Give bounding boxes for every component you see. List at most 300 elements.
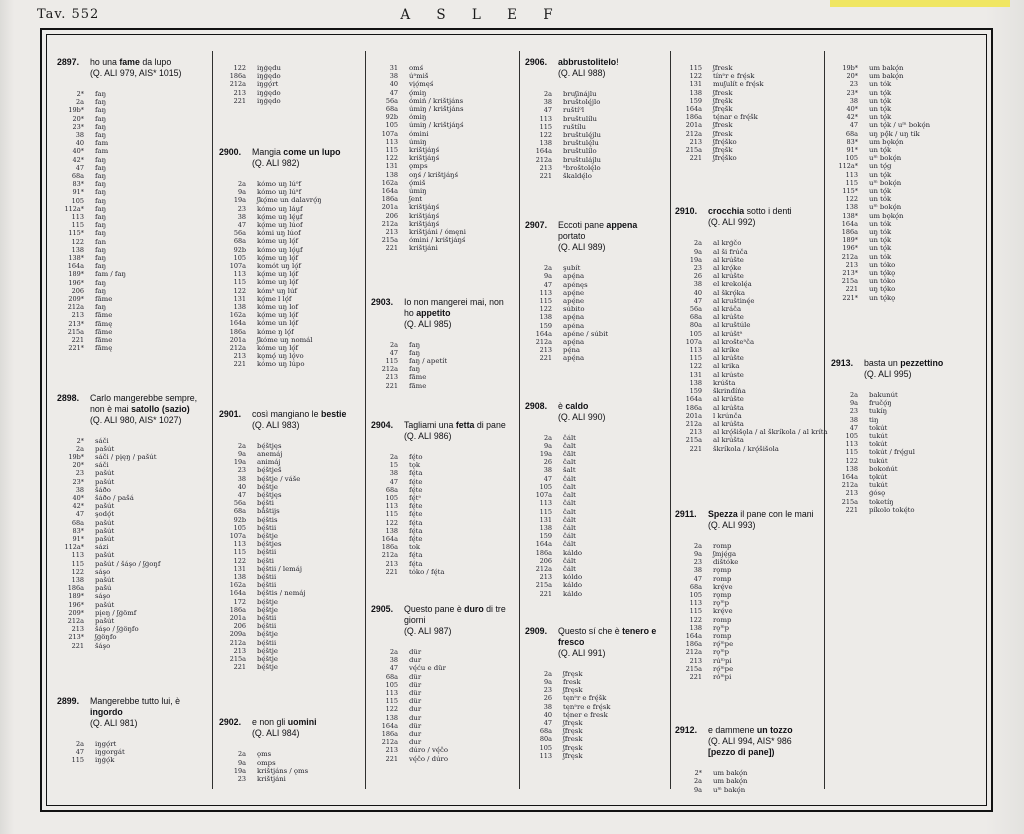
entry-number: 2901. bbox=[219, 408, 242, 419]
locality-code: 113 bbox=[845, 440, 858, 449]
dialect-form: ʃent bbox=[409, 195, 423, 204]
entry-title: è caldo (Q. ALI 990) bbox=[558, 401, 666, 423]
dialect-form: ómiŋ bbox=[409, 113, 427, 122]
dialect-form: ruštílu bbox=[563, 122, 586, 131]
locality-code: 113 bbox=[233, 270, 246, 279]
data-row bbox=[525, 172, 666, 180]
data-row bbox=[57, 527, 207, 535]
dialect-form: un tǫ́k bbox=[869, 96, 892, 105]
dialect-form: škrinđíńa bbox=[713, 387, 746, 396]
data-row bbox=[219, 254, 361, 262]
dialect-form: fãme bbox=[95, 295, 113, 304]
locality-code: 213 bbox=[385, 746, 398, 755]
dialect-form: al krúšta bbox=[713, 419, 744, 428]
entry-title: Carlo mangerebbe sempre, non è mai satollo (sazio) (Q. ALI 980, AIS* 1027) bbox=[90, 393, 207, 426]
dialect-form: uŋ tǫ́ko bbox=[869, 285, 896, 294]
data-row bbox=[525, 466, 666, 474]
dialect-form: faŋ bbox=[409, 365, 421, 374]
locality-code: 40 bbox=[389, 80, 398, 89]
data-row bbox=[831, 195, 999, 203]
locality-code: 186a bbox=[841, 228, 858, 237]
data-row bbox=[831, 105, 999, 113]
locality-code: 23 bbox=[693, 558, 702, 567]
dialect-form: al krúšte bbox=[713, 395, 744, 404]
data-row bbox=[675, 420, 820, 428]
data-row bbox=[57, 188, 207, 196]
locality-code: 115 bbox=[385, 697, 398, 706]
locality-code: 19a bbox=[233, 196, 246, 205]
locality-code: 113 bbox=[71, 551, 84, 560]
dialect-form: ómiń / krištjáns bbox=[409, 96, 464, 105]
locality-code: 215a bbox=[841, 497, 858, 506]
locality-code: 23* bbox=[72, 122, 84, 131]
data-row bbox=[525, 338, 666, 346]
data-row bbox=[371, 755, 515, 763]
dialect-form: al ši frúča bbox=[713, 247, 748, 256]
dialect-form: kóme uŋ lof bbox=[257, 303, 299, 312]
locality-code: 20* bbox=[72, 461, 84, 470]
data-row bbox=[219, 319, 361, 327]
data-row bbox=[675, 146, 820, 154]
dialect-form: um bǫkǫ́n bbox=[869, 137, 904, 146]
locality-code: 19a bbox=[233, 458, 246, 467]
dialect-form: anemáj bbox=[257, 449, 283, 458]
data-row bbox=[371, 154, 515, 162]
data-row bbox=[219, 524, 361, 532]
locality-code: 212a bbox=[229, 638, 246, 647]
dialect-form: tę́nar e frę́šk bbox=[713, 113, 758, 122]
data-row bbox=[57, 238, 207, 246]
dialect-form: faŋ bbox=[95, 106, 107, 115]
locality-code: 221* bbox=[842, 293, 858, 302]
entry-data-list bbox=[371, 341, 515, 390]
data-row bbox=[525, 744, 666, 752]
data-row bbox=[57, 617, 207, 625]
dialect-form: dür bbox=[409, 647, 422, 656]
dialect-form: bruštulájlu bbox=[563, 155, 601, 164]
locality-code: 162a bbox=[381, 178, 398, 187]
locality-code: 23* bbox=[72, 477, 84, 486]
entry-ref: (Q. ALI 991) bbox=[558, 647, 606, 658]
locality-code: 68a bbox=[689, 313, 702, 322]
entry-number: 2912. bbox=[675, 725, 698, 736]
dialect-form: tę́ner e fresk bbox=[563, 710, 608, 719]
dialect-form: dür bbox=[409, 697, 422, 706]
locality-code: 38 bbox=[389, 72, 398, 81]
data-row bbox=[831, 440, 999, 448]
data-row bbox=[57, 164, 207, 172]
dialect-form: čalt bbox=[563, 507, 576, 516]
dialect-form: bokońút bbox=[869, 464, 898, 473]
data-row bbox=[831, 171, 999, 179]
dialect-form: ruštíᵒl bbox=[563, 106, 585, 115]
locality-code: 23 bbox=[849, 407, 858, 416]
locality-code: 209a bbox=[229, 630, 246, 639]
dialect-form: uᵐ bokǫ́n bbox=[869, 203, 902, 212]
locality-code: 201a bbox=[381, 203, 398, 212]
locality-code: 38 bbox=[389, 656, 398, 665]
locality-code: 221 bbox=[385, 567, 398, 576]
data-row bbox=[675, 121, 820, 129]
entry-data-list bbox=[57, 740, 207, 765]
dialect-form: ʃfresk bbox=[713, 64, 733, 72]
data-row bbox=[371, 105, 515, 113]
data-row bbox=[57, 139, 207, 147]
dialect-form: bę́štje / váše bbox=[257, 474, 301, 483]
entry-title: abbrustolitelo! (Q. ALI 988) bbox=[558, 57, 666, 79]
data-row bbox=[57, 535, 207, 543]
data-row bbox=[525, 727, 666, 735]
data-row bbox=[219, 767, 361, 775]
entry-number: 2910. bbox=[675, 206, 698, 217]
data-row bbox=[675, 624, 820, 632]
locality-code: 212a bbox=[381, 219, 398, 228]
data-row bbox=[675, 404, 820, 412]
data-row bbox=[831, 130, 999, 138]
dialect-form: faŋ bbox=[95, 204, 107, 213]
dialect-form: úmiŋ bbox=[409, 137, 427, 146]
data-row bbox=[219, 750, 361, 758]
data-row bbox=[675, 591, 820, 599]
locality-code: 213* bbox=[68, 319, 84, 328]
data-row bbox=[675, 354, 820, 362]
entry-2904 bbox=[371, 420, 515, 576]
entry-2913 bbox=[831, 358, 999, 514]
locality-code: 40 bbox=[75, 139, 84, 148]
data-row bbox=[57, 486, 207, 494]
locality-code: 215a bbox=[685, 146, 702, 155]
locality-code: 115* bbox=[842, 187, 858, 196]
locality-code: 138* bbox=[68, 254, 84, 263]
locality-code: 206 bbox=[385, 211, 398, 220]
data-row bbox=[371, 64, 515, 72]
data-row bbox=[675, 321, 820, 329]
column-2 bbox=[219, 53, 361, 783]
data-row bbox=[219, 663, 361, 671]
data-row bbox=[675, 113, 820, 121]
locality-code: 221 bbox=[689, 672, 702, 681]
locality-code: 38 bbox=[693, 566, 702, 575]
locality-code: 221* bbox=[68, 344, 84, 353]
data-row bbox=[57, 295, 207, 303]
dialect-form: fę́to bbox=[409, 452, 423, 461]
data-row bbox=[525, 147, 666, 155]
data-row bbox=[371, 502, 515, 510]
data-row bbox=[525, 305, 666, 313]
dialect-form: faŋ / apetít bbox=[409, 357, 448, 366]
locality-code: 212a bbox=[685, 129, 702, 138]
entry-data-list bbox=[831, 64, 999, 302]
dialect-form: šalt bbox=[563, 466, 576, 475]
dialect-form: tukút bbox=[869, 456, 888, 465]
data-row bbox=[675, 550, 820, 558]
entry-ref: (Q. ALI 994, AIS* 986 bbox=[708, 736, 792, 747]
dialect-form: faŋ bbox=[95, 90, 107, 98]
dialect-form: ǫmps bbox=[409, 162, 428, 171]
locality-code: 91* bbox=[846, 146, 858, 155]
data-row bbox=[219, 237, 361, 245]
dialect-form: úmiŋ bbox=[409, 187, 427, 196]
dialect-form: iŋgorgát bbox=[95, 747, 125, 756]
dialect-form: um bakǫ́n bbox=[713, 769, 748, 778]
locality-code: 215a bbox=[841, 277, 858, 286]
dialect-form: romp bbox=[713, 631, 732, 640]
locality-code: 113 bbox=[539, 114, 552, 123]
highlight-strip bbox=[830, 0, 1010, 7]
data-row bbox=[57, 551, 207, 559]
dialect-form: krištjáŋś bbox=[409, 211, 440, 220]
locality-code: 2a bbox=[389, 647, 398, 656]
locality-code: 23 bbox=[237, 466, 246, 475]
data-row bbox=[831, 498, 999, 506]
data-row bbox=[219, 180, 361, 188]
data-row bbox=[57, 172, 207, 180]
locality-code: 2a bbox=[75, 739, 84, 748]
locality-code: 221 bbox=[539, 589, 552, 598]
dialect-form: rǫᵐp bbox=[713, 599, 730, 608]
locality-code: 164a bbox=[685, 631, 702, 640]
data-row bbox=[831, 228, 999, 236]
dialect-form: fan bbox=[95, 237, 107, 246]
locality-code: 213 bbox=[539, 163, 552, 172]
entry-2906 bbox=[525, 57, 666, 180]
locality-code: 212a bbox=[841, 252, 858, 261]
locality-code: 115 bbox=[539, 507, 552, 516]
data-row bbox=[371, 453, 515, 461]
dialect-form: un tók bbox=[869, 219, 892, 228]
dialect-form: un tǫ́k bbox=[869, 88, 892, 97]
dialect-form: tǫk bbox=[409, 461, 421, 470]
entry-ref: (Q. ALI 986) bbox=[404, 430, 452, 441]
data-row bbox=[831, 236, 999, 244]
dialect-form: omps bbox=[257, 758, 276, 767]
entry-ref: (Q. ALI 981) bbox=[90, 717, 138, 728]
entry-number: 2911. bbox=[675, 508, 697, 519]
data-row bbox=[675, 264, 820, 272]
data-row bbox=[371, 341, 515, 349]
data-row bbox=[57, 592, 207, 600]
dialect-form: bę́štje bbox=[257, 654, 279, 663]
locality-code: 212a bbox=[535, 564, 552, 573]
data-row bbox=[57, 461, 207, 469]
dialect-form: fam bbox=[95, 139, 109, 148]
data-row bbox=[57, 445, 207, 453]
locality-code: 209* bbox=[68, 295, 84, 304]
data-row bbox=[525, 264, 666, 272]
dialect-form: ʃfresk bbox=[713, 129, 733, 138]
locality-code: 164a bbox=[535, 329, 552, 338]
plate-frame bbox=[40, 28, 993, 812]
entry-data-list bbox=[371, 453, 515, 576]
locality-code: 2a bbox=[237, 180, 246, 189]
data-row bbox=[371, 560, 515, 568]
data-row bbox=[675, 657, 820, 665]
dialect-form: bę́štii bbox=[257, 638, 277, 647]
locality-code: 47 bbox=[543, 718, 552, 727]
locality-code: 47 bbox=[543, 280, 552, 289]
entry-continuation bbox=[219, 64, 361, 105]
dialect-form: rúᵐpi bbox=[713, 656, 732, 665]
dialect-form: tóko / fę́ta bbox=[409, 567, 445, 576]
data-row bbox=[371, 244, 515, 252]
entry-title: Eccoti pane appena portato (Q. ALI 989) bbox=[558, 220, 666, 253]
entry-number: 2900. bbox=[219, 147, 242, 158]
data-row bbox=[57, 740, 207, 748]
locality-code: 47 bbox=[849, 121, 858, 130]
dialect-form: kǫ́me uŋ lę́u̯f bbox=[257, 212, 303, 221]
data-row bbox=[371, 203, 515, 211]
data-row bbox=[219, 246, 361, 254]
locality-code: 215a bbox=[229, 654, 246, 663]
locality-code: 221 bbox=[845, 505, 858, 514]
locality-code: 92b bbox=[233, 245, 246, 254]
locality-code: 80a bbox=[689, 321, 702, 330]
locality-code: 2a bbox=[75, 98, 84, 107]
dialect-form: iŋģędu bbox=[257, 64, 281, 72]
data-row bbox=[219, 80, 361, 88]
data-row bbox=[831, 269, 999, 277]
locality-code: 47 bbox=[693, 574, 702, 583]
dialect-form: tukíŋ bbox=[869, 407, 888, 416]
data-row bbox=[525, 508, 666, 516]
entry-2903 bbox=[371, 297, 515, 390]
locality-code: 115 bbox=[689, 64, 702, 72]
locality-code: 9a bbox=[543, 272, 552, 281]
locality-code: 138 bbox=[71, 575, 84, 584]
locality-code: 113 bbox=[689, 599, 702, 608]
data-row bbox=[675, 280, 820, 288]
dialect-form: ʃfręsk bbox=[563, 727, 583, 736]
locality-code: 40 bbox=[543, 710, 552, 719]
data-row bbox=[219, 516, 361, 524]
data-row bbox=[219, 499, 361, 507]
data-row bbox=[371, 478, 515, 486]
data-row bbox=[675, 105, 820, 113]
dialect-form: ʃfręsk bbox=[563, 743, 583, 752]
locality-code: 115 bbox=[71, 756, 84, 765]
entry-data-list bbox=[57, 437, 207, 650]
data-row bbox=[831, 220, 999, 228]
data-row bbox=[675, 248, 820, 256]
entry-continuation bbox=[371, 64, 515, 253]
data-row bbox=[675, 362, 820, 370]
dialect-form: fam bbox=[95, 147, 109, 156]
entry-number: 2905. bbox=[371, 603, 394, 614]
dialect-form: un tǫ́kǫ bbox=[869, 269, 896, 278]
locality-code: 9a bbox=[237, 449, 246, 458]
dialect-form: krę́ve bbox=[713, 607, 733, 616]
dialect-form: faŋ bbox=[95, 245, 107, 254]
locality-code: 212a bbox=[229, 344, 246, 353]
locality-code: 164a bbox=[535, 540, 552, 549]
locality-code: 215a bbox=[685, 436, 702, 445]
locality-code: 42* bbox=[72, 502, 84, 511]
dialect-form: bę́štje bbox=[257, 482, 279, 491]
locality-code: 2a bbox=[543, 264, 552, 273]
data-row bbox=[675, 575, 820, 583]
entry-data-list bbox=[219, 750, 361, 783]
dialect-form: kǫ́me uŋ lǫ́f bbox=[257, 311, 299, 320]
entry-title: basta un pezzettino (Q. ALI 995) bbox=[864, 358, 999, 380]
data-row bbox=[371, 130, 515, 138]
dialect-form: sáči / pįęŋ / pašút bbox=[95, 452, 157, 461]
data-row bbox=[371, 664, 515, 672]
locality-code: 189* bbox=[68, 592, 84, 601]
locality-code: 23* bbox=[846, 88, 858, 97]
locality-code: 221 bbox=[539, 172, 552, 181]
dialect-form: bę́štis / nemáj bbox=[257, 589, 306, 598]
data-row bbox=[525, 532, 666, 540]
entry-data-list bbox=[831, 391, 999, 514]
data-row bbox=[219, 647, 361, 655]
dialect-form: bę́štje bbox=[257, 597, 279, 606]
data-row bbox=[371, 527, 515, 535]
locality-code: 9a bbox=[693, 247, 702, 256]
dialect-form: bę́štii bbox=[257, 548, 277, 557]
locality-code: 122 bbox=[71, 567, 84, 576]
entry-number: 2906. bbox=[525, 57, 548, 67]
data-row bbox=[371, 568, 515, 576]
locality-code: 9a bbox=[693, 549, 702, 558]
data-row bbox=[57, 336, 207, 344]
data-row bbox=[371, 187, 515, 195]
data-row bbox=[57, 625, 207, 633]
dialect-form: bę́štje bbox=[257, 531, 279, 540]
locality-code: 164a bbox=[841, 472, 858, 481]
data-row bbox=[57, 131, 207, 139]
dialect-form: el krekolę́a bbox=[713, 280, 752, 289]
dialect-form: um bǫkǫ́n bbox=[869, 211, 904, 220]
locality-code: 196* bbox=[68, 600, 84, 609]
entry-data-list bbox=[219, 442, 361, 672]
data-row bbox=[371, 220, 515, 228]
dialect-form: al krošteᵃča bbox=[713, 337, 755, 346]
dialect-form: dur bbox=[409, 729, 422, 738]
locality-code: 221 bbox=[233, 96, 246, 105]
locality-code: 20* bbox=[72, 114, 84, 123]
dialect-form: uŋ tók bbox=[869, 228, 892, 237]
dialect-form: pę́na bbox=[563, 346, 581, 355]
locality-code: 31 bbox=[389, 64, 398, 72]
data-row bbox=[57, 609, 207, 617]
locality-code: 47 bbox=[389, 348, 398, 357]
data-row bbox=[371, 382, 515, 390]
data-row bbox=[831, 97, 999, 105]
column-4 bbox=[525, 53, 666, 760]
dialect-form: apénęs bbox=[563, 280, 588, 289]
data-row bbox=[371, 714, 515, 722]
locality-code: 186a bbox=[535, 548, 552, 557]
dialect-form: uᵐ bakǫ́n bbox=[713, 785, 746, 794]
data-row bbox=[675, 640, 820, 648]
locality-code: 2a bbox=[389, 452, 398, 461]
data-row bbox=[831, 89, 999, 97]
dialect-form: ʃfręsk bbox=[563, 669, 583, 678]
locality-code: 91* bbox=[72, 188, 84, 197]
locality-code: 115 bbox=[71, 559, 84, 568]
data-row bbox=[57, 519, 207, 527]
dialect-form: bę́štje bbox=[257, 605, 279, 614]
dialect-form: bę́štis bbox=[257, 515, 278, 524]
dialect-form: tokút / frę́gul bbox=[869, 448, 915, 457]
locality-code: 159 bbox=[539, 321, 552, 330]
data-row bbox=[219, 287, 361, 295]
locality-code: 105 bbox=[233, 253, 246, 262]
dialect-form: bę́štii bbox=[257, 523, 277, 532]
dialect-form: vę́ću e dür bbox=[409, 664, 446, 673]
dialect-form: al krúšte bbox=[713, 272, 744, 281]
dialect-form: al krúste bbox=[713, 370, 744, 379]
